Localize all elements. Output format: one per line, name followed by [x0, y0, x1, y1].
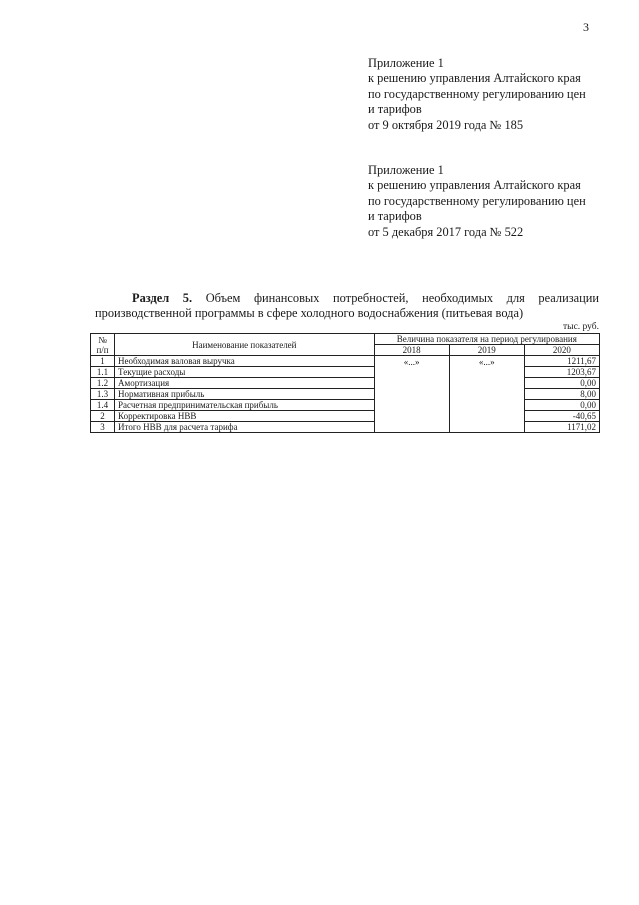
row-num: 2 — [91, 411, 115, 422]
row-value-2020: 1203,67 — [524, 367, 599, 378]
value-2018-merged: «...» — [374, 356, 449, 433]
row-name: Расчетная предпринимательская прибыль — [115, 400, 375, 411]
appendix-line: и тарифов — [368, 209, 422, 224]
row-num: 3 — [91, 422, 115, 433]
header-year-2019: 2019 — [449, 345, 524, 356]
table-row — [91, 356, 600, 367]
header-year-2020: 2020 — [524, 345, 599, 356]
row-value-2020: 0,00 — [524, 400, 599, 411]
value-2019-merged: «...» — [449, 356, 524, 433]
header-num: № п/п — [91, 334, 115, 356]
section-title — [95, 291, 599, 321]
header-name: Наименование показателей — [115, 334, 375, 356]
section-label: Раздел 5. — [132, 291, 193, 305]
page-number: 3 — [583, 20, 589, 34]
row-num: 1.3 — [91, 389, 115, 400]
appendix-line: и тарифов — [368, 102, 422, 117]
appendix-line: к решению управления Алтайского края — [368, 71, 581, 86]
unit-label: тыс. руб. — [563, 322, 599, 332]
row-name: Нормативная прибыль — [115, 389, 375, 400]
appendix-line: Приложение 1 — [368, 56, 444, 70]
section-title-line1 — [95, 291, 599, 306]
row-value-2020: -40,65 — [524, 411, 599, 422]
row-num: 1.2 — [91, 378, 115, 389]
appendix-line: от 9 октября 2019 года № 185 — [368, 117, 524, 132]
appendix-line: Приложение 1 — [368, 163, 444, 177]
row-num: 1.4 — [91, 400, 115, 411]
appendix-previous-block — [368, 163, 618, 240]
row-value-2020: 0,00 — [524, 378, 599, 389]
header-year-2018: 2018 — [374, 345, 449, 356]
appendix-line: от 5 декабря 2017 года № 522 — [368, 224, 524, 239]
row-value-2020: 8,00 — [524, 389, 599, 400]
section-title-line2: производственной программы в сфере холодного водоснабжения (питьевая вода) — [95, 306, 524, 320]
appendix-current-block — [368, 56, 618, 133]
appendix-line: по государственному регулированию цен — [368, 86, 586, 101]
row-name: Текущие расходы — [115, 367, 375, 378]
row-name: Итого НВВ для расчета тарифа — [115, 422, 375, 433]
row-num: 1 — [91, 356, 115, 367]
row-name: Корректировка НВВ — [115, 411, 375, 422]
header-period: Величина показателя на период регулирования — [374, 334, 599, 345]
row-value-2020: 1211,67 — [524, 356, 599, 367]
row-name: Необходимая валовая выручка — [115, 356, 375, 367]
appendix-line: к решению управления Алтайского края — [368, 178, 581, 193]
indicators-table — [90, 333, 600, 433]
section-title-text1: Объем финансовых потребностей, необходимых для реализации — [205, 291, 599, 305]
row-num: 1.1 — [91, 367, 115, 378]
row-value-2020: 1171,02 — [524, 422, 599, 433]
row-name: Амортизация — [115, 378, 375, 389]
appendix-line: по государственному регулированию цен — [368, 193, 586, 208]
